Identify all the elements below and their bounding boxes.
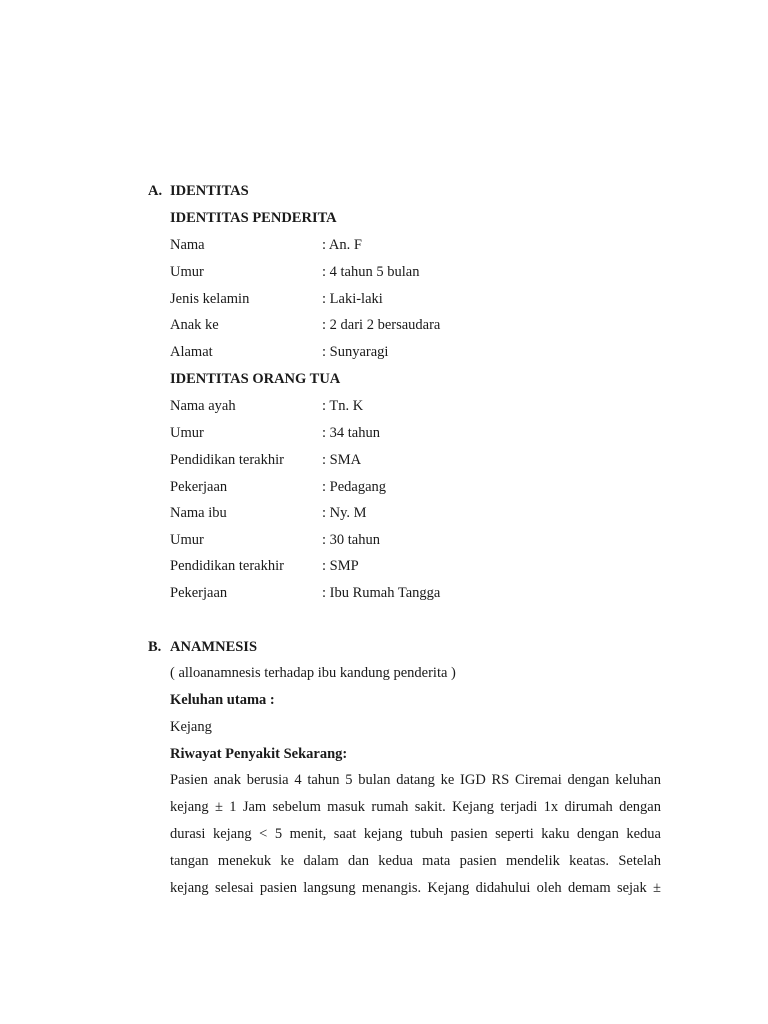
patient-row (170, 317, 440, 334)
section-a-title: IDENTITAS (170, 183, 249, 199)
section-a-letter: A. (148, 183, 163, 199)
history-line: Pasien anak berusia 4 tahun 5 bulan datang ke IGD RS Ciremai dengan keluhan (170, 772, 661, 788)
chief-complaint-label: Keluhan utama : (170, 692, 275, 708)
row-label: Pekerjaan (170, 585, 228, 601)
anamnesis-note: ( alloanamnesis terhadap ibu kandung penderita ) (170, 665, 456, 681)
row-label: Pendidikan terakhir (170, 452, 284, 468)
history-line: kejang ± 1 Jam sebelum masuk rumah sakit. Kejang terjadi 1x dirumah dengan (170, 799, 661, 815)
row-value: : Laki-laki (322, 291, 383, 307)
row-label: Pendidikan terakhir (170, 558, 284, 574)
row-value: : Ny. M (322, 505, 367, 521)
history-line: kejang selesai pasien langsung menangis. Kejang didahului oleh demam sejak ± (170, 880, 661, 896)
section-b-heading (148, 639, 257, 656)
parent-row (170, 505, 367, 522)
row-label: Jenis kelamin (170, 291, 250, 307)
section-b-letter: B. (148, 639, 162, 655)
parent-row (170, 532, 380, 549)
row-value: : 34 tahun (322, 425, 380, 441)
row-label: Pekerjaan (170, 479, 228, 495)
row-value: : 4 tahun 5 bulan (322, 264, 420, 280)
row-value: : Tn. K (322, 398, 364, 414)
parent-identity-heading: IDENTITAS ORANG TUA (170, 371, 341, 387)
row-value: : SMA (322, 452, 362, 468)
row-value: : SMP (322, 558, 359, 574)
history-line: tangan menekuk ke dalam dan kedua mata pasien mendelik keatas. Setelah (170, 853, 661, 869)
row-label: Nama ayah (170, 398, 236, 414)
patient-row (170, 291, 383, 308)
row-value: : Pedagang (322, 479, 387, 495)
row-label: Umur (170, 425, 204, 441)
parent-row (170, 452, 361, 469)
patient-identity-heading: IDENTITAS PENDERITA (170, 210, 337, 226)
patient-row (170, 237, 362, 254)
row-label: Alamat (170, 344, 213, 360)
row-label: Nama (170, 237, 205, 253)
parent-row (170, 479, 386, 496)
history-label: Riwayat Penyakit Sekarang: (170, 746, 348, 762)
row-value: : An. F (322, 237, 362, 253)
parent-row (170, 425, 380, 442)
section-b-title: ANAMNESIS (170, 639, 258, 655)
parent-row (170, 585, 440, 602)
parent-row (170, 398, 363, 415)
row-label: Nama ibu (170, 505, 227, 521)
patient-row (170, 264, 419, 281)
row-value: : 2 dari 2 bersaudara (322, 317, 441, 333)
parent-row (170, 558, 359, 575)
row-label: Umur (170, 532, 204, 548)
patient-row (170, 344, 388, 361)
chief-complaint-text: Kejang (170, 719, 212, 735)
row-label: Umur (170, 264, 204, 280)
row-value: : Sunyaragi (322, 344, 389, 360)
section-a-heading (148, 183, 249, 200)
history-line: durasi kejang < 5 menit, saat kejang tubuh pasien seperti kaku dengan kedua (170, 826, 661, 842)
row-label: Anak ke (170, 317, 219, 333)
row-value: : 30 tahun (322, 532, 380, 548)
row-value: : Ibu Rumah Tangga (322, 585, 441, 601)
